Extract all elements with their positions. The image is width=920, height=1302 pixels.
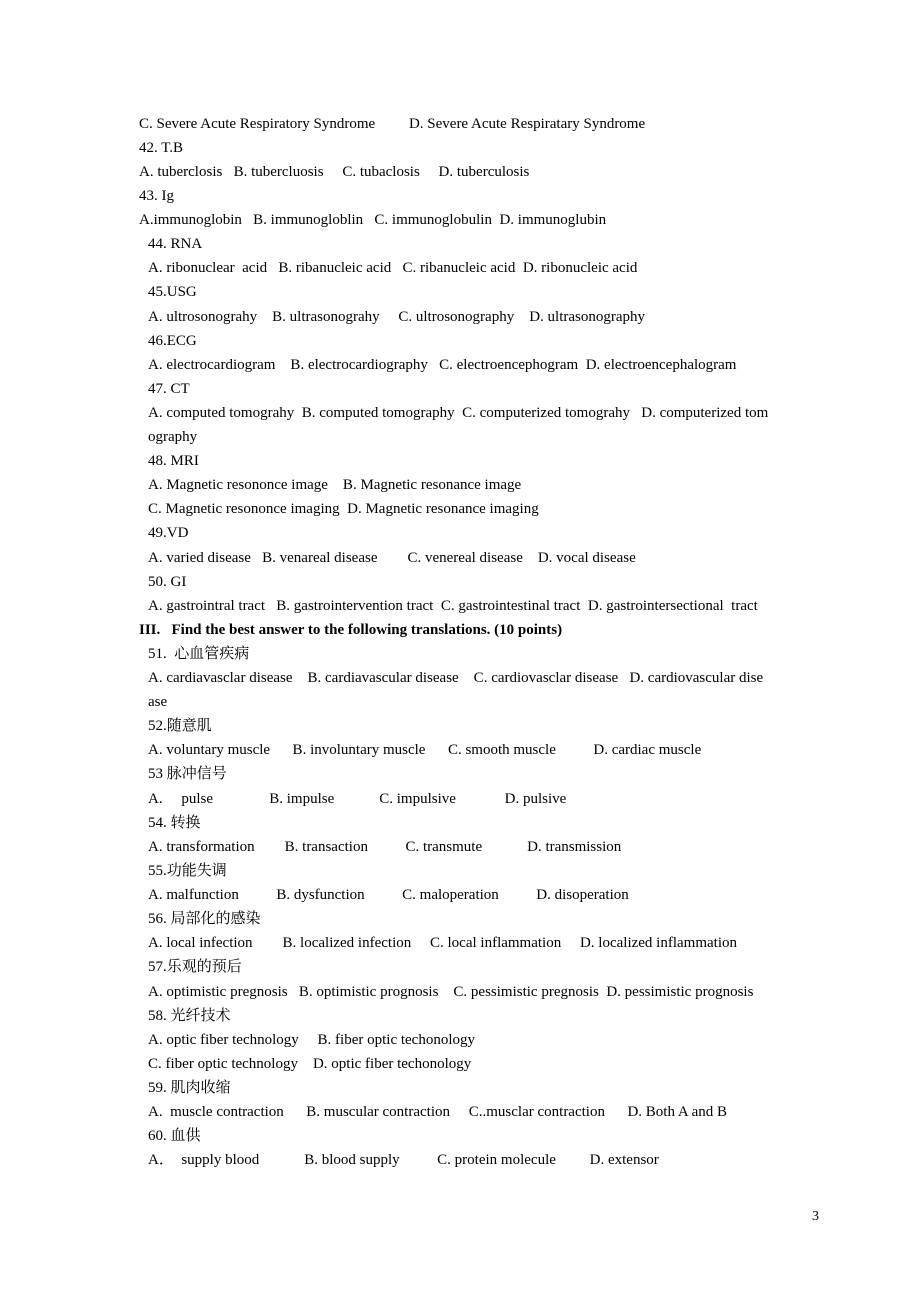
page-number: 3 [812, 1209, 819, 1224]
answer-options: A. muscle contraction B. muscular contraction C..musclar contraction D. Both A and B [148, 1104, 728, 1120]
question-number: 50. GI [148, 574, 187, 590]
question-number: 52.随意肌 [148, 718, 212, 734]
answer-options: A.immunoglobin B. immunogloblin C. immunoglobulin D. immunoglubin [139, 212, 607, 228]
answer-options: A. gastrointral tract B. gastrointervention tract C. gastrointestinal tract D. gastrointersectional tract [148, 598, 758, 614]
question-number: 59. 肌肉收缩 [148, 1080, 231, 1096]
question-number: 51. 心血管疾病 [148, 646, 250, 662]
answer-options: C. fiber optic technology D. optic fiber techonology [148, 1056, 472, 1072]
question-number: 43. Ig [139, 188, 174, 204]
answer-options-continued: ography [148, 429, 198, 445]
question-number: 44. RNA [148, 236, 203, 252]
answer-options: A. transformation B. transaction C. transmute D. transmission [148, 839, 622, 855]
answer-options: A. cardiavasclar disease B. cardiavascular disease C. cardiovasclar disease D. cardiovascular dise [148, 670, 764, 686]
question-number: 55.功能失调 [148, 863, 227, 879]
answer-options: A. pulse B. impulse C. impulsive D. pulsive [148, 791, 567, 807]
answer-options-continued: ase [148, 694, 168, 710]
answer-options: A. optimistic pregnosis B. optimistic prognosis C. pessimistic pregnosis D. pessimistic prognosis [148, 984, 754, 1000]
answer-options: A. ribonuclear acid B. ribanucleic acid C. ribanucleic acid D. ribonucleic acid [148, 260, 638, 276]
answer-options: A. computed tomograhy B. computed tomography C. computerized tomograhy D. computerized tom [148, 405, 769, 421]
question-number: 58. 光纤技术 [148, 1008, 231, 1024]
answer-options: A. varied disease B. venareal disease C. venereal disease D. vocal disease [148, 550, 636, 566]
question-number: 54. 转换 [148, 815, 201, 831]
answer-options: A. electrocardiogram B. electrocardiography C. electroencephogram D. electroencephalogram [148, 357, 737, 373]
section-heading: III. Find the best answer to the following translations. (10 points) [139, 622, 563, 638]
answer-options: A. malfunction B. dysfunction C. maloperation D. disoperation [148, 887, 629, 903]
question-number: 48. MRI [148, 453, 199, 469]
question-number: 56. 局部化的感染 [148, 911, 261, 927]
question-number: 42. T.B [139, 140, 184, 156]
question-number: 47. CT [148, 381, 190, 397]
answer-options: A. local infection B. localized infection C. local inflammation D. localized inflammation [148, 935, 737, 951]
text-line: C. Severe Acute Respiratory Syndrome D. Severe Acute Respiratary Syndrome [139, 116, 646, 132]
question-number: 57.乐观的预后 [148, 959, 242, 975]
answer-options: A. tuberclosis B. tubercluosis C. tubaclosis D. tuberculosis [139, 164, 530, 180]
question-number: 46.ECG [148, 333, 197, 349]
answer-options: A. optic fiber technology B. fiber optic techonology [148, 1032, 476, 1048]
question-number: 45.USG [148, 284, 197, 300]
answer-options: A. Magnetic resononce image B. Magnetic resonance image [148, 477, 522, 493]
answer-options: A. ultrosonograhy B. ultrasonograhy C. ultrosonography D. ultrasonography [148, 309, 646, 325]
question-number: 49.VD [148, 525, 189, 541]
question-number: 53 脉冲信号 [148, 766, 227, 782]
answer-options: C. Magnetic resononce imaging D. Magnetic resonance imaging [148, 501, 539, 517]
answer-options: A. voluntary muscle B. involuntary muscle C. smooth muscle D. cardiac muscle [148, 742, 702, 758]
question-number: 60. 血供 [148, 1128, 201, 1144]
answer-options: A． supply blood B. blood supply C. protein molecule D. extensor [148, 1152, 659, 1168]
